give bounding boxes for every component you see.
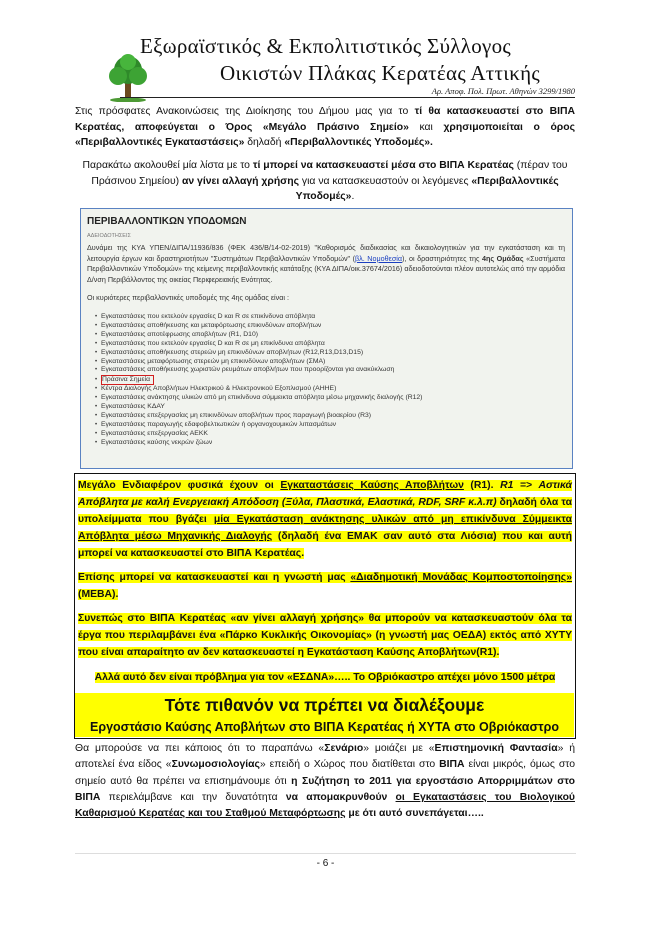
footer-divider: [75, 853, 576, 854]
list-item: • Εγκαταστάσεις παραγωγής εδαφοβελτιωτικών ή οργανοχουμικών λιπασμάτων: [95, 421, 422, 430]
highlight-paragraph-4: Αλλά αυτό δεν είναι πρόβλημα για τον «ΕΣΔΝΑ»….. Το Οβριόκαστρο απέχει μόνο 1500 μέτρα: [94, 672, 556, 683]
list-item: • Εγκαταστάσεις που εκτελούν εργασίες D και R σε επικίνδυνα απόβλητα: [95, 313, 422, 322]
highlight-subheading: Εργοστάσιο Καύσης Αποβλήτων στο ΒΙΠΑ Κερατέας ή ΧΥΤΑ στο Οβριόκαστρο: [75, 717, 574, 737]
list-item: • Εγκαταστάσεις καύσης νεκρών ζώων: [95, 439, 422, 448]
excerpt-paragraph: Δυνάμει της ΚΥΑ ΥΠΕΝ/ΔΙΠΑ/11936/836 (ΦΕΚ 436/Β/14-02-2019) "Καθορισμός διαδικασίας και δικαιολογητικών για την εγκατάσταση και τη λειτουργία έργων και δραστηριοτήτων "Συστημάτων Περιβαλλοντικών Υποδομών" (βλ. Νομοθεσία), οι δραστηριότητες της 4ης Ομάδας «Συστήματα Περιβαλλοντικών Υποδομών» της κείμενης περιβαλλοντικής κατάταξης (ΚΥΑ ΔΙΠΑ/οικ.37674/2016) αδειοδοτούνται πλέον αυτοτελώς από την αρμόδια Δ/νση Περιβάλλοντος της οικείας Περιφερειακής Ενότητας.: [87, 243, 565, 284]
association-name-line2: Οικιστών Πλάκας Κερατέας Αττικής: [220, 61, 540, 85]
list-item: • Κέντρα Διαλογής Αποβλήτων Ηλεκτρικού & Ηλεκτρονικού Εξοπλισμού (ΑΗΗΕ): [95, 385, 422, 394]
list-item: • Εγκαταστάσεις αποθήκευσης χωριστών ρευμάτων αποβλήτων που προορίζονται για ανακύκλωση: [95, 366, 422, 375]
association-name-line1: Εξωραϊστικός & Εκπολιτιστικός Σύλλογος: [139, 34, 512, 58]
list-item: • Εγκαταστάσεις αποθήκευσης στερεών μη επικινδύνων αποβλήτων (R12,R13,D13,D15): [95, 349, 422, 358]
highlight-paragraph-3: Συνεπώς στο ΒΙΠΑ Κερατέας «αν γίνει αλλαγή χρήσης» θα μπορούν να κατασκευαστούν όλα τα έργα που περιλαμβάνει ένα «Πάρκο Κυκλικής Οικονομίας» (η γνωστή μας ΟΕΔΑ) εκτός από ΧΥΤΥ που είναι απαραίτητο αν δεν κατασκευαστεί η Εγκατάσταση Καύσης Αποβλήτων(R1).: [78, 613, 572, 658]
intro-paragraph-2: Παρακάτω ακολουθεί μία λίστα με το τί μπορεί να κατασκευαστεί μέσα στο ΒΙΠΑ Κερατέας (πέραν του Πράσινου Σημείου) αν γίνει αλλαγή χρήσης για να κατασκευαστούν οι λεγόμενες «Περιβαλλοντικές Υποδομές».: [82, 160, 568, 203]
closing-paragraph: Θα μπορούσε να πει κάποιος ότι το παραπάνω «Σενάριο» μοιάζει με «Επιστημονική Φαντασία» ή αποτελεί ένα είδος «Συνωμοσιολογίας» επειδή ο Χώρος που διατίθεται στο ΒΙΠΑ είναι μικρός, όμως στο σημείο αυτό θα πρέπει να επισημάνουμε ότι η Συζήτηση το 2011 για εργοστάσιο Απορριμμάτων στο ΒΙΠΑ περιελάμβανε και την δυνατότητα να απομακρυνθούν οι Εγκαταστάσεις του Βιολογικού Καθαρισμού Κερατέας και του Σταθμού Μεταφόρτωσης με ότι αυτό συνεπάγεται…..: [75, 743, 576, 820]
list-item: • Εγκαταστάσεις ανάκτησης υλικών από μη επικίνδυνα σύμμεικτα απόβλητα μέσω μηχανικής διαλογής (R12): [95, 394, 422, 403]
intro-paragraph-1: Στις πρόσφατες Ανακοινώσεις της Διοίκησης του Δήμου μας για το τί θα κατασκευαστεί στο ΒΙΠΑ Κερατέας, αποφεύγεται ο Όρος «Μεγάλο Πράσινο Σημείο» και χρησιμοποιείται ο όρος «Περιβαλλοντικές Εγκαταστάσεις» δηλαδή «Περιβαλλοντικές Υποδομές».: [75, 106, 575, 149]
header-divider: [120, 97, 575, 98]
tree-logo-icon: [104, 52, 152, 102]
registration-number: Αρ. Αποφ. Πολ. Πρωτ. Αθηνών 3299/1980: [431, 86, 575, 96]
page-number: - 6 -: [316, 858, 335, 869]
list-item: • Εγκαταστάσεις μεταφόρτωσης στερεών μη επικινδύνων αποβλήτων (ΣΜΑ): [95, 358, 422, 367]
list-item: • Εγκαταστάσεις αποθήκευσης και μεταφόρτωσης επικινδύνων αποβλήτων: [95, 322, 422, 331]
list-item: • Εγκαταστάσεις ΚΔΑΥ: [95, 403, 422, 412]
list-item: • Εγκαταστάσεις επεξεργασίας μη επικινδύνων αποβλήτων προς παραγωγή βιοαερίου (R3): [95, 412, 422, 421]
red-highlight-box: Πράσινα Σημεία: [101, 375, 154, 385]
excerpt-subtitle: ΑΔΕΙΟΔΟΤΗΣΕΙΣ: [87, 233, 131, 239]
list-item: • Εγκαταστάσεις που εκτελούν εργασίες D και R σε μη επικίνδυνα απόβλητα: [95, 340, 422, 349]
list-item-highlighted: [95, 375, 422, 385]
highlight-section: [74, 473, 576, 739]
highlight-paragraph-1: Μεγάλο Ενδιαφέρον φυσικά έχουν οι Εγκαταστάσεις Καύσης Αποβλήτων (R1). R1 => Αστικά Απόβλητα με καλή Ενεργειακή Απόδοση (Ξύλα, Πλαστικά, Ελαστικά, RDF, SRF κ.λ.π) δηλαδή όλα τα υπολείμματα που βγάζει μία Εγκατάσταση ανάκτησης υλικών από μη επικίνδυνα Σύμμεικτα Απόβλητα μέσω Μηχανικής Διαλογής (δηλαδή ένα ΕΜΑΚ σαν αυτό στα Λιόσια) που και αυτή μπορεί να κατασκευαστεί στο ΒΙΠΑ Κερατέας.: [78, 480, 572, 559]
legislation-link[interactable]: βλ. Νομοθεσία: [355, 253, 403, 263]
excerpt-screenshot: [80, 208, 573, 469]
list-item: • Εγκαταστάσεις αποτέφρωσης αποβλήτων (R1, D10): [95, 331, 422, 340]
list-item: • Εγκαταστάσεις επεξεργασίας ΑΕΚΚ: [95, 430, 422, 439]
highlight-paragraph-2: Επίσης μπορεί να κατασκευαστεί και η γνωστή μας «Διαδημοτική Μονάδας Κομποστοποίησης» (ΜΕΒΑ).: [78, 572, 572, 600]
excerpt-lead: Οι κυριότερες περιβαλλοντικές υποδομές της 4ης ομάδας είναι :: [87, 293, 289, 302]
infrastructure-list: [95, 313, 422, 448]
highlight-heading: Τότε πιθανόν να πρέπει να διαλέξουμε: [75, 693, 574, 717]
excerpt-title: ΠΕΡΙΒΑΛΛΟΝΤΙΚΩΝ ΥΠΟΔΟΜΩΝ: [87, 216, 247, 227]
